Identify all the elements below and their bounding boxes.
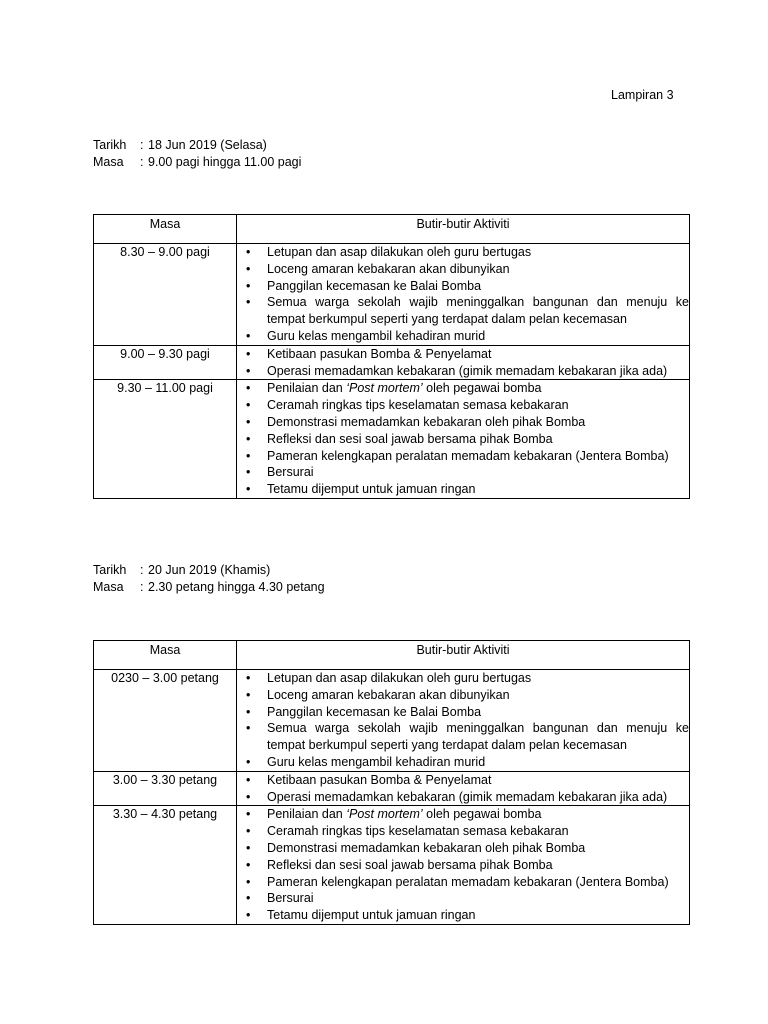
table-row	[94, 670, 690, 772]
activity-cell	[237, 806, 690, 925]
colon-separator: :	[140, 563, 144, 577]
time-cell: 0230 – 3.00 petang	[94, 670, 237, 772]
bullet-icon: •	[246, 414, 251, 429]
activity-cell	[237, 771, 690, 806]
bullet-icon: •	[246, 807, 251, 822]
bullet-icon: •	[246, 398, 251, 413]
bullet-icon: •	[246, 381, 251, 396]
header-masa: Masa	[94, 641, 237, 670]
list-item: • Operasi memadamkan kebakaran (gimik memadam kebakaran jika ada)	[246, 363, 668, 378]
table-header-row	[94, 215, 690, 244]
bullet-icon: •	[246, 482, 251, 497]
list-item: • Penilaian dan ‘Post mortem’ oleh pegawai bomba	[246, 807, 542, 822]
list-item: • Letupan dan asap dilakukan oleh guru bertugas	[246, 671, 532, 685]
tarikh-label: Tarikh	[93, 138, 127, 152]
list-item: • Loceng amaran kebakaran akan dibunyikan	[246, 261, 510, 276]
table-header-row	[94, 641, 690, 670]
list-item: • Operasi memadamkan kebakaran (gimik memadam kebakaran jika ada)	[246, 789, 668, 804]
schedule-table-1	[93, 214, 690, 499]
list-item: • Bersurai	[246, 891, 314, 906]
session-1-meta	[93, 137, 301, 171]
bullet-icon: •	[246, 891, 251, 906]
tarikh-row	[93, 137, 301, 154]
masa-row	[93, 579, 325, 596]
bullet-icon: •	[246, 687, 251, 702]
tarikh-label: Tarikh	[93, 563, 127, 577]
session-2-meta	[93, 562, 325, 596]
bullet-icon: •	[246, 772, 251, 787]
activity-cell	[237, 380, 690, 499]
bullet-icon: •	[246, 431, 251, 446]
list-item: • Guru kelas mengambil kehadiran murid	[246, 328, 486, 343]
list-item: • Demonstrasi memadamkan kebakaran oleh pihak Bomba	[246, 840, 586, 855]
list-item: • Tetamu dijemput untuk jamuan ringan	[246, 482, 476, 497]
header-aktiviti: Butir-butir Aktiviti	[237, 215, 690, 244]
list-item: • Panggilan kecemasan ke Balai Bomba	[246, 278, 482, 293]
bullet-icon: •	[246, 857, 251, 872]
bullet-icon: •	[246, 465, 251, 480]
list-item: • Panggilan kecemasan ke Balai Bomba	[246, 704, 482, 719]
masa-label: Masa	[93, 580, 124, 594]
list-item: • Tetamu dijemput untuk jamuan ringan	[246, 908, 476, 923]
colon-separator: :	[140, 580, 144, 594]
list-item: • Bersurai	[246, 465, 314, 480]
list-item: • Pameran kelengkapan peralatan memadam kebakaran (Jentera Bomba)	[246, 874, 669, 889]
colon-separator: :	[140, 155, 144, 169]
masa-value: 9.00 pagi hingga 11.00 pagi	[148, 155, 302, 169]
bullet-icon: •	[246, 874, 251, 889]
activity-cell	[237, 345, 690, 380]
masa-value: 2.30 petang hingga 4.30 petang	[148, 580, 325, 594]
bullet-icon: •	[246, 824, 251, 839]
tarikh-value: 18 Jun 2019 (Selasa)	[148, 138, 267, 152]
list-item: • Semua warga sekolah wajib meninggalkan bangunan dan menuju ke tempat berkumpul seperti yang terdapat dalam pelan kecemasan	[246, 295, 689, 327]
bullet-icon: •	[246, 328, 251, 343]
activity-cell	[237, 244, 690, 346]
tarikh-row	[93, 562, 325, 579]
header-aktiviti: Butir-butir Aktiviti	[237, 641, 690, 670]
masa-row	[93, 154, 301, 171]
list-item: • Refleksi dan sesi soal jawab bersama pihak Bomba	[246, 857, 553, 872]
list-item: • Refleksi dan sesi soal jawab bersama pihak Bomba	[246, 431, 553, 446]
list-item: • Penilaian dan ‘Post mortem’ oleh pegawai bomba	[246, 381, 542, 396]
time-cell: 8.30 – 9.00 pagi	[94, 244, 237, 346]
tarikh-value: 20 Jun 2019 (Khamis)	[148, 563, 271, 577]
masa-label: Masa	[93, 155, 124, 169]
list-item: • Demonstrasi memadamkan kebakaran oleh pihak Bomba	[246, 414, 586, 429]
bullet-icon: •	[246, 363, 251, 378]
bullet-icon: •	[246, 840, 251, 855]
bullet-icon: •	[246, 721, 251, 736]
list-item: • Ketibaan pasukan Bomba & Penyelamat	[246, 346, 492, 361]
bullet-icon: •	[246, 448, 251, 463]
list-item: • Ceramah ringkas tips keselamatan semasa kebakaran	[246, 824, 569, 839]
schedule-table-2	[93, 640, 690, 925]
header-masa: Masa	[94, 215, 237, 244]
table-row	[94, 380, 690, 499]
attachment-label: Lampiran 3	[611, 88, 674, 102]
list-item: • Ceramah ringkas tips keselamatan semasa kebakaran	[246, 398, 569, 413]
bullet-icon: •	[246, 295, 251, 310]
bullet-icon: •	[246, 789, 251, 804]
bullet-icon: •	[246, 346, 251, 361]
time-cell: 3.00 – 3.30 petang	[94, 771, 237, 806]
bullet-icon: •	[246, 754, 251, 769]
list-item: • Pameran kelengkapan peralatan memadam kebakaran (Jentera Bomba)	[246, 448, 669, 463]
bullet-icon: •	[246, 261, 251, 276]
bullet-icon: •	[246, 278, 251, 293]
bullet-icon: •	[246, 245, 251, 259]
list-item: • Guru kelas mengambil kehadiran murid	[246, 754, 486, 769]
time-cell: 9.00 – 9.30 pagi	[94, 345, 237, 380]
activity-cell	[237, 670, 690, 772]
list-item: • Loceng amaran kebakaran akan dibunyikan	[246, 687, 510, 702]
time-cell: 3.30 – 4.30 petang	[94, 806, 237, 925]
table-row	[94, 244, 690, 346]
time-cell: 9.30 – 11.00 pagi	[94, 380, 237, 499]
bullet-icon: •	[246, 671, 251, 685]
colon-separator: :	[140, 138, 144, 152]
bullet-icon: •	[246, 704, 251, 719]
list-item: • Semua warga sekolah wajib meninggalkan bangunan dan menuju ke tempat berkumpul seperti yang terdapat dalam pelan kecemasan	[246, 721, 689, 753]
table-row	[94, 345, 690, 380]
bullet-icon: •	[246, 908, 251, 923]
list-item: • Ketibaan pasukan Bomba & Penyelamat	[246, 772, 492, 787]
table-row	[94, 806, 690, 925]
list-item: • Letupan dan asap dilakukan oleh guru bertugas	[246, 245, 532, 259]
table-row	[94, 771, 690, 806]
